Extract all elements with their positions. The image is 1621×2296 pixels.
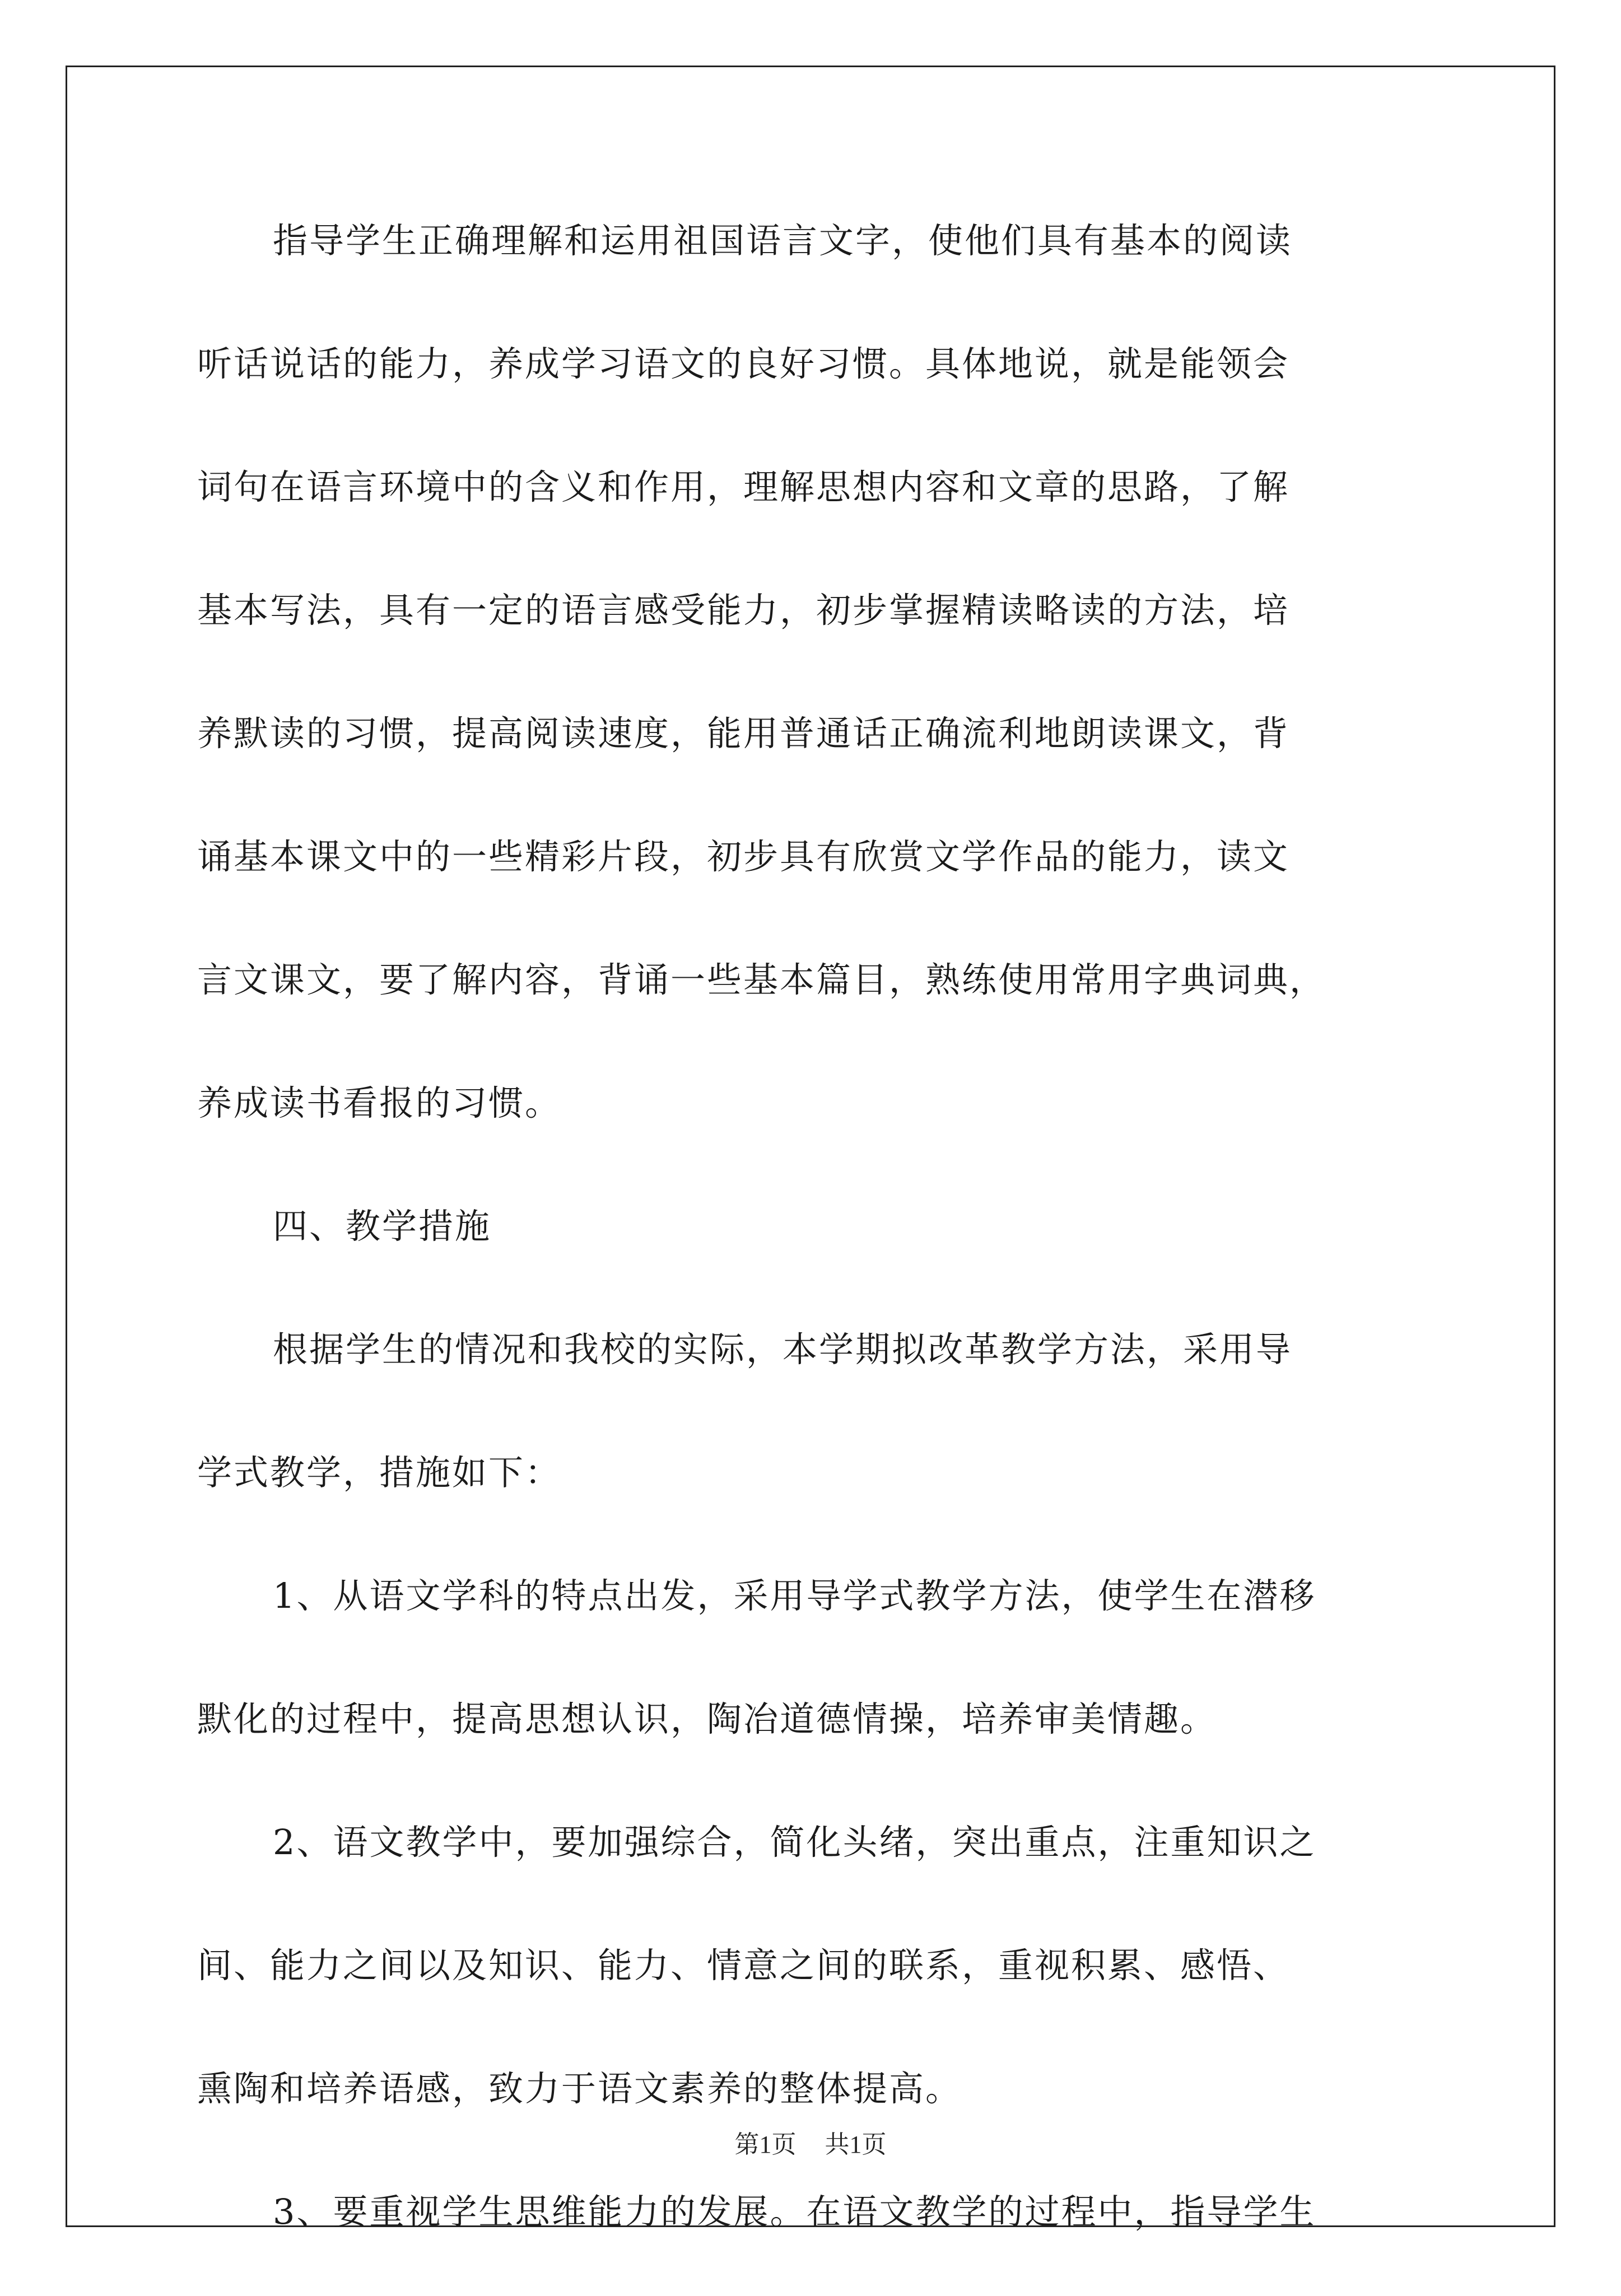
text-line: 指导学生正确理解和运用祖国语言文字，使他们具有基本的阅读 xyxy=(273,220,1293,261)
list-item-text: 1、从语文学科的特点出发，采用导学式教学方法，使学生在潜移 xyxy=(273,1575,1316,1616)
page-total: 共1页 xyxy=(825,2131,887,2158)
text-line: 听话说话的能力，养成学习语文的良好习惯。具体地说，就是能领会 xyxy=(197,343,1290,384)
text-line: 熏陶和培养语感，致力于语文素养的整体提高。 xyxy=(197,2068,962,2109)
list-item-text: 3、要重视学生思维能力的发展。在语文教学的过程中，指导学生 xyxy=(273,2191,1316,2232)
section-heading: 四、教学措施 xyxy=(273,1206,492,1247)
text-line: 词句在语言环境中的含义和作用，理解思想内容和文章的思路，了解 xyxy=(197,466,1290,507)
text-line: 养成读书看报的习惯。 xyxy=(197,1082,562,1123)
text-line: 诵基本课文中的一些精彩片段，初步具有欣赏文学作品的能力，读文 xyxy=(197,836,1290,877)
text-line: 学式教学，措施如下： xyxy=(197,1452,562,1493)
document-body xyxy=(197,202,1429,2296)
text-line: 言文课文，要了解内容，背诵一些基本篇目，熟练使用常用字典词典， xyxy=(197,959,1326,1000)
text-line: 默化的过程中，提高思想认识，陶冶道德情操，培养审美情趣。 xyxy=(197,1698,1217,1739)
page-number: 第1页 xyxy=(734,2131,796,2158)
text-line: 间、能力之间以及知识、能力、情意之间的联系，重视积累、感悟、 xyxy=(197,1945,1290,1986)
list-item-text: 2、语文教学中，要加强综合，简化头绪，突出重点，注重知识之 xyxy=(273,1822,1316,1863)
text-line: 基本写法，具有一定的语言感受能力，初步掌握精读略读的方法，培 xyxy=(197,590,1290,631)
page-footer xyxy=(0,2128,1621,2162)
text-line: 根据学生的情况和我校的实际，本学期拟改革教学方法，采用导 xyxy=(273,1329,1293,1370)
text-line: 养默读的习惯，提高阅读速度，能用普通话正确流利地朗读课文，背 xyxy=(197,713,1290,754)
